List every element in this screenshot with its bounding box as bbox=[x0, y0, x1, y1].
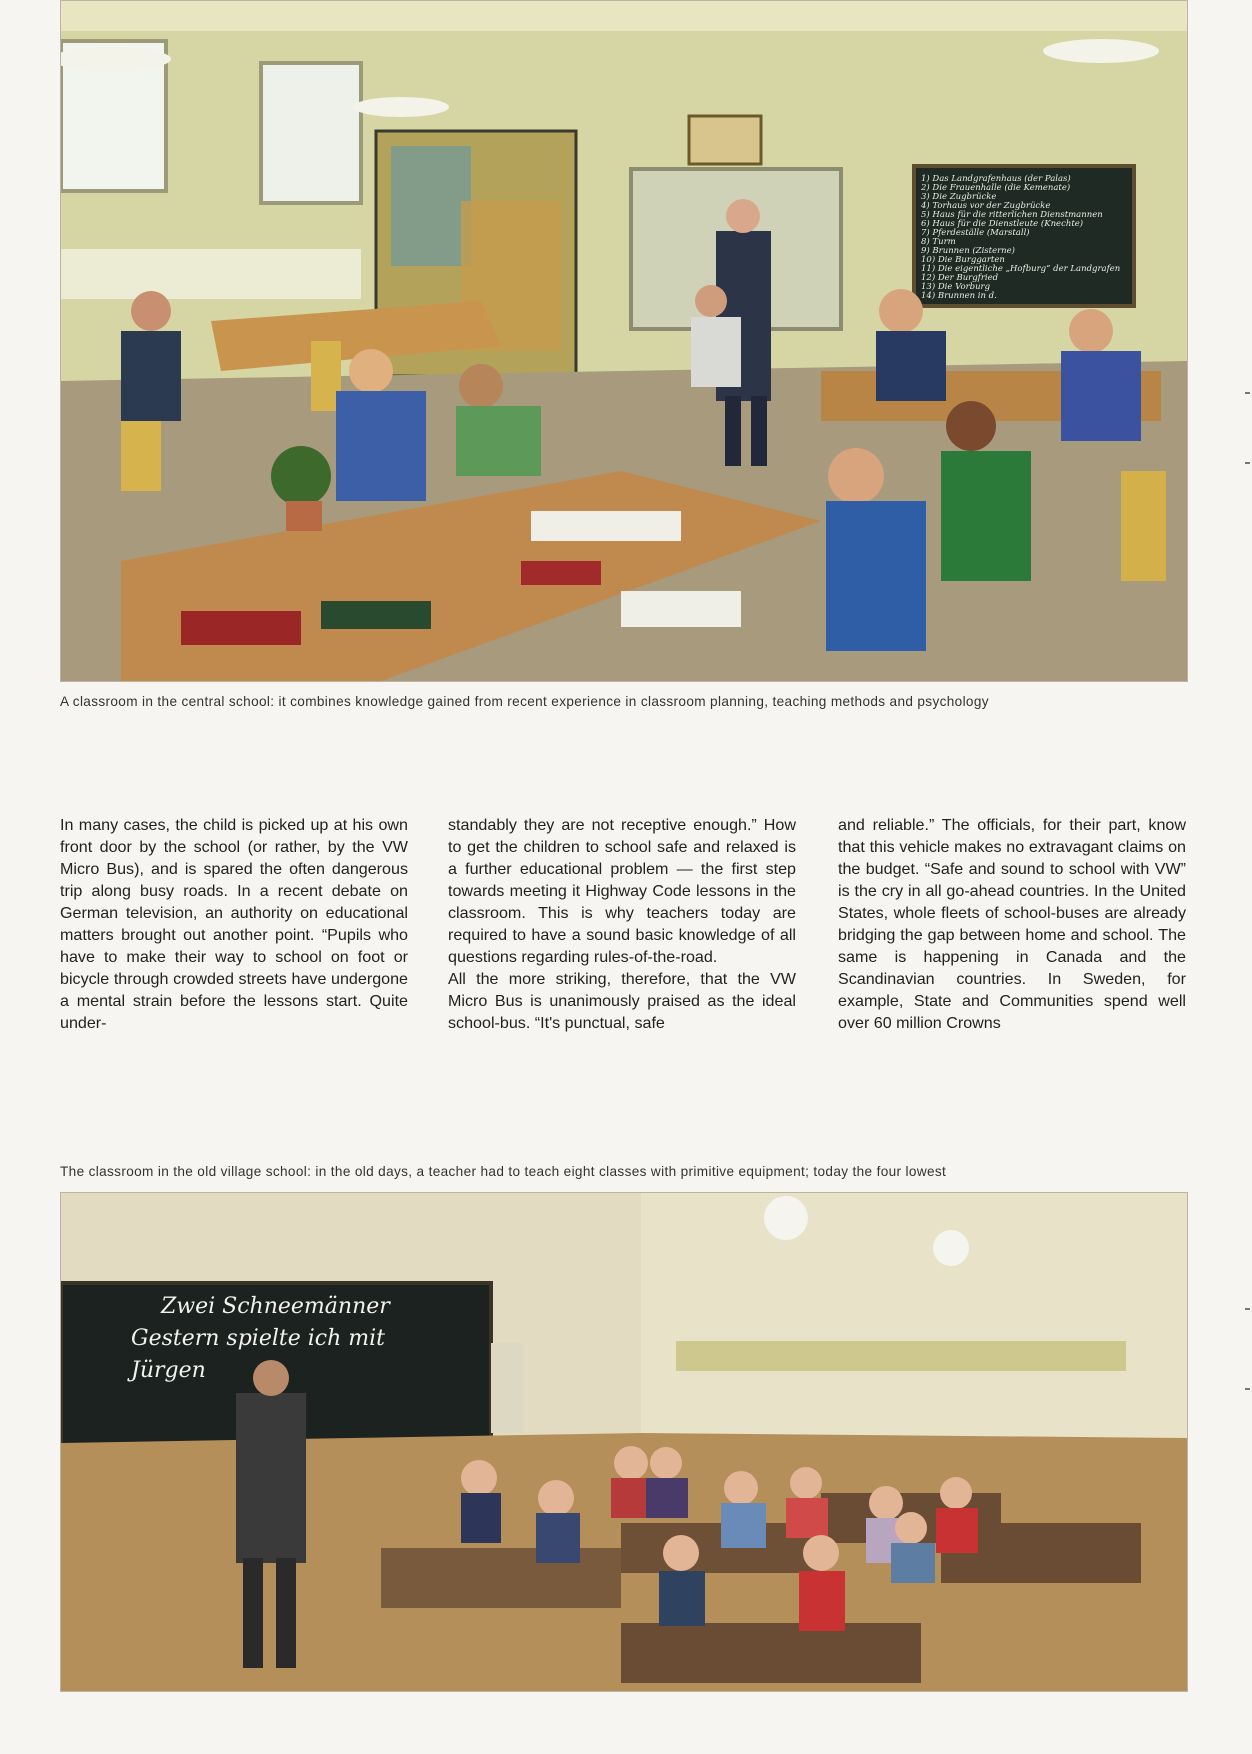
svg-text:4) Torhaus vor der Zugbrücke: 4) Torhaus vor der Zugbrücke bbox=[921, 201, 1051, 211]
caption-top: A classroom in the central school: it combines knowledge gained from recent experience in classroom planning, teaching methods and psychology bbox=[60, 694, 989, 709]
svg-text:12) Der Burgfried: 12) Der Burgfried bbox=[921, 273, 999, 283]
svg-text:Gestern spielte ich mit: Gestern spielte ich mit bbox=[131, 1326, 385, 1351]
village-classroom-illustration bbox=[61, 1193, 1187, 1691]
svg-text:8) Turm: 8) Turm bbox=[921, 237, 956, 247]
svg-text:11) Die eigentliche „Hofburg“: 11) Die eigentliche „Hofburg“ der Landgrafen bbox=[921, 264, 1121, 274]
svg-text:7) Pferdeställe (Marstall): 7) Pferdeställe (Marstall) bbox=[921, 228, 1030, 238]
paragraph: and reliable.” The officials, for their part, know that this vehicle makes no extravagant claims on the budget. “Safe and sound to school with VW” is the cry in all go-ahead countries. In the United States, whole fleets of school-buses are already bridging the gap between home and school. The same is happening in Canada and the Scandinavian countries. In Sweden, for example, State and Communities spend well over 60 million Crowns bbox=[838, 816, 1186, 1032]
text-column-2 bbox=[448, 814, 796, 1034]
paragraph: In many cases, the child is picked up at his own front door by the school (or rather, by the VW Micro Bus), and is spared the often dangerous trip along busy roads. In a recent debate on German television, an authority on educational matters brought out another point. “Pupils who have to make their way to school on foot or bicycle through crowded streets have undergone a mental strain before the lessons start. Quite under- bbox=[60, 816, 408, 1032]
svg-text:3) Die Zugbrücke: 3) Die Zugbrücke bbox=[921, 192, 997, 202]
text-column-1 bbox=[60, 814, 408, 1034]
paragraph: standably they are not receptive enough.” How to get the children to school safe and relaxed is a further educational problem — the first step towards meeting it Highway Code lessons in the classroom. This is why teachers today are required to have a sound basic knowledge of all questions regarding rules-of-the-road. bbox=[448, 816, 796, 966]
margin-mark bbox=[1245, 1388, 1250, 1390]
modern-classroom-illustration bbox=[61, 1, 1187, 681]
svg-text:Zwei Schneemänner: Zwei Schneemänner bbox=[161, 1294, 390, 1319]
paragraph: All the more striking, therefore, that the VW Micro Bus is unanimously praised as the ideal school-bus. “It's punctual, safe bbox=[448, 970, 796, 1032]
caption-bottom: The classroom in the old village school: in the old days, a teacher had to teach eight classes with primitive equipment; today the four lowest bbox=[60, 1164, 947, 1179]
text-column-3 bbox=[838, 814, 1186, 1034]
svg-text:13) Die Vorburg: 13) Die Vorburg bbox=[921, 282, 991, 292]
svg-text:6) Haus für die Dienstleute (K: 6) Haus für die Dienstleute (Knechte) bbox=[921, 219, 1084, 229]
margin-mark bbox=[1245, 392, 1250, 394]
margin-mark bbox=[1245, 1308, 1250, 1310]
svg-text:14) Brunnen in d.: 14) Brunnen in d. bbox=[921, 291, 997, 301]
margin-mark bbox=[1245, 462, 1250, 464]
photo-village-classroom bbox=[60, 1192, 1188, 1692]
svg-text:Jürgen: Jürgen bbox=[131, 1358, 206, 1383]
photo-modern-classroom bbox=[60, 0, 1188, 682]
svg-text:9) Brunnen (Zisterne): 9) Brunnen (Zisterne) bbox=[921, 246, 1015, 256]
svg-text:10) Die Burggarten: 10) Die Burggarten bbox=[921, 255, 1005, 265]
svg-text:1) Das Landgrafenhaus (der Pal: 1) Das Landgrafenhaus (der Palas) bbox=[921, 174, 1071, 184]
svg-text:2) Die Frauenhalle (die Kemena: 2) Die Frauenhalle (die Kemenate) bbox=[921, 183, 1071, 193]
svg-text:5) Haus für die ritterlichen D: 5) Haus für die ritterlichen Dienstmannen bbox=[921, 210, 1103, 220]
